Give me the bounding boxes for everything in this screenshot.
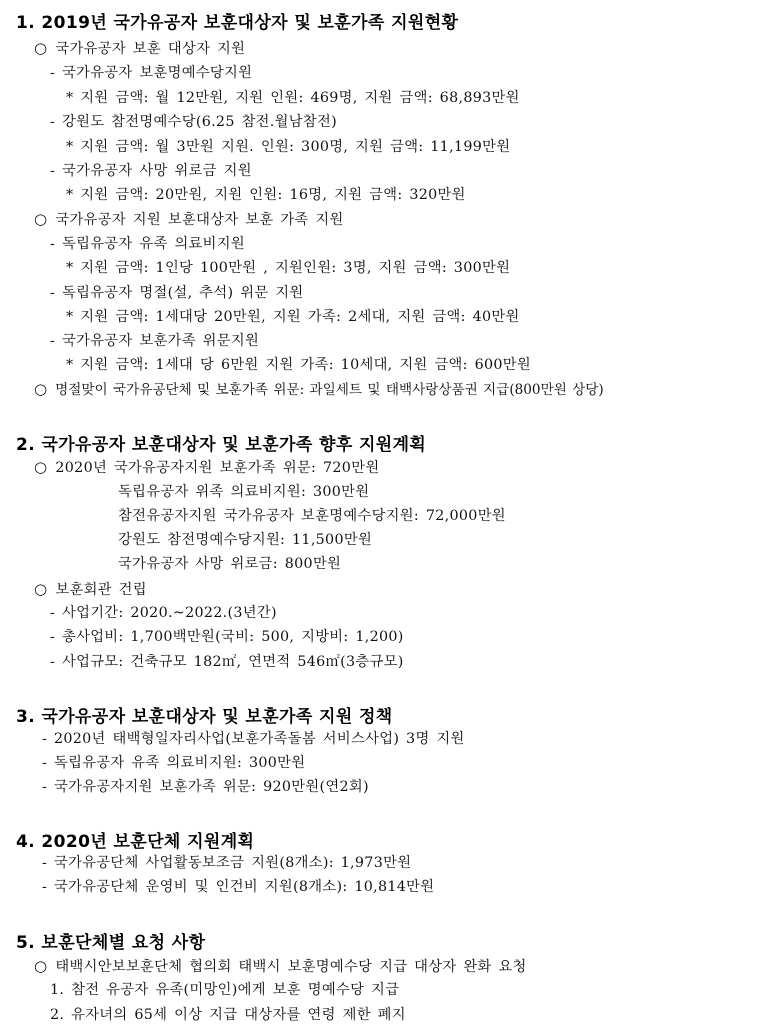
s1-item-4: * 지원 금액: 월 3만원 지원. 인원: 300명, 지원 금액: 11,199만원 (66, 139, 511, 155)
section-1-title: 1. 2019년 국가유공자 보훈대상자 및 보훈가족 지원현황 (16, 13, 459, 33)
s2-item-0 (34, 457, 379, 478)
s3-item-2: - 국가유공자지원 보훈가족 위문: 920만원(연2회) (42, 779, 369, 795)
s2-item-0-text: 2020년 국가유공자지원 보훈가족 위문: 720만원 (55, 460, 380, 476)
s5-item-2: 2. 유자녀의 65세 이상 지급 대상자를 연령 제한 폐지 (50, 1007, 406, 1023)
s2-item-5 (34, 579, 147, 600)
circle-bullet-icon: ○ (34, 957, 48, 975)
s2-item-2: 참전유공자지원 국가유공자 보훈명예수당지원: 72,000만원 (118, 508, 506, 524)
s1-item-10: - 독립유공자 명절(설, 추석) 위문 지원 (50, 285, 304, 301)
s1-item-13: * 지원 금액: 1세대 당 6만원 지원 가족: 10세대, 지원 금액: 600만원 (66, 357, 532, 373)
s2-item-8: - 사업규모: 건축규모 182㎡, 연면적 546㎡(3층규모) (50, 654, 404, 670)
s1-item-2: * 지원 금액: 월 12만원, 지원 인원: 469명, 지원 금액: 68,893만원 (66, 90, 520, 106)
s1-item-3: - 강원도 참전명예수당(6.25 참전.월남참전) (50, 114, 337, 130)
s1-item-5: - 국가유공자 사망 위로금 지원 (50, 163, 252, 179)
s3-item-0: - 2020년 태백형일자리사업(보훈가족돌봄 서비스사업) 3명 지원 (42, 731, 465, 747)
circle-bullet-icon: ○ (34, 580, 48, 598)
s2-item-5-text: 보훈회관 건립 (55, 582, 147, 598)
s5-item-0 (34, 956, 527, 977)
s2-item-1: 독립유공자 위족 의료비지원: 300만원 (118, 484, 370, 500)
circle-bullet-icon: ○ (34, 380, 48, 398)
s1-item-12: - 국가유공자 보훈가족 위문지원 (50, 333, 260, 349)
s1-item-9: * 지원 금액: 1인당 100만원 , 지원인원: 3명, 지원 금액: 300만원 (66, 260, 511, 276)
section-4-title: 4. 2020년 보훈단체 지원계획 (16, 832, 255, 852)
s5-item-1: 1. 참전 유공자 유족(미망인)에게 보훈 명예수당 지급 (50, 982, 400, 998)
s1-item-7 (34, 209, 344, 230)
s2-item-3: 강원도 참전명예수당지원: 11,500만원 (118, 532, 373, 548)
s4-item-0: - 국가유공단체 사업활동보조금 지원(8개소): 1,973만원 (42, 855, 412, 871)
section-5-title: 5. 보훈단체별 요청 사항 (16, 933, 206, 953)
s3-item-1: - 독립유공자 유족 의료비지원: 300만원 (42, 755, 306, 771)
s1-item-14-text: 명절맞이 국가유공단체 및 보훈가족 위문: 과일세트 및 태백사랑상품권 지급(800만원 상당) (55, 382, 604, 398)
s1-item-8: - 독립유공자 유족 의료비지원 (50, 236, 245, 252)
s2-item-7: - 총사업비: 1,700백만원(국비: 500, 지방비: 1,200) (50, 629, 404, 645)
s1-item-0-text: 국가유공자 보훈 대상자 지원 (55, 41, 246, 57)
s2-item-6: - 사업기간: 2020.~2022.(3년간) (50, 605, 277, 621)
s4-item-1: - 국가유공단체 운영비 및 인건비 지원(8개소): 10,814만원 (42, 879, 435, 895)
section-3-title: 3. 국가유공자 보훈대상자 및 보훈가족 지원 정책 (16, 707, 393, 727)
section-2-title: 2. 국가유공자 보훈대상자 및 보훈가족 향후 지원계획 (16, 435, 427, 455)
s2-item-4: 국가유공자 사망 위로금: 800만원 (118, 556, 342, 572)
s1-item-0 (34, 38, 245, 59)
circle-bullet-icon: ○ (34, 39, 48, 57)
s1-item-11: * 지원 금액: 1세대당 20만원, 지원 가족: 2세대, 지원 금액: 40만원 (66, 309, 520, 325)
circle-bullet-icon: ○ (34, 210, 48, 228)
s1-item-1: - 국가유공자 보훈명예수당지원 (50, 65, 253, 81)
s5-item-0-text: 태백시안보보훈단체 협의회 태백시 보훈명예수당 지급 대상자 완화 요청 (55, 959, 527, 975)
s1-item-7-text: 국가유공자 지원 보훈대상자 보훈 가족 지원 (55, 212, 344, 228)
s1-item-14 (34, 379, 604, 400)
s1-item-6: * 지원 금액: 20만원, 지원 인원: 16명, 지원 금액: 320만원 (66, 187, 466, 203)
circle-bullet-icon: ○ (34, 458, 48, 476)
